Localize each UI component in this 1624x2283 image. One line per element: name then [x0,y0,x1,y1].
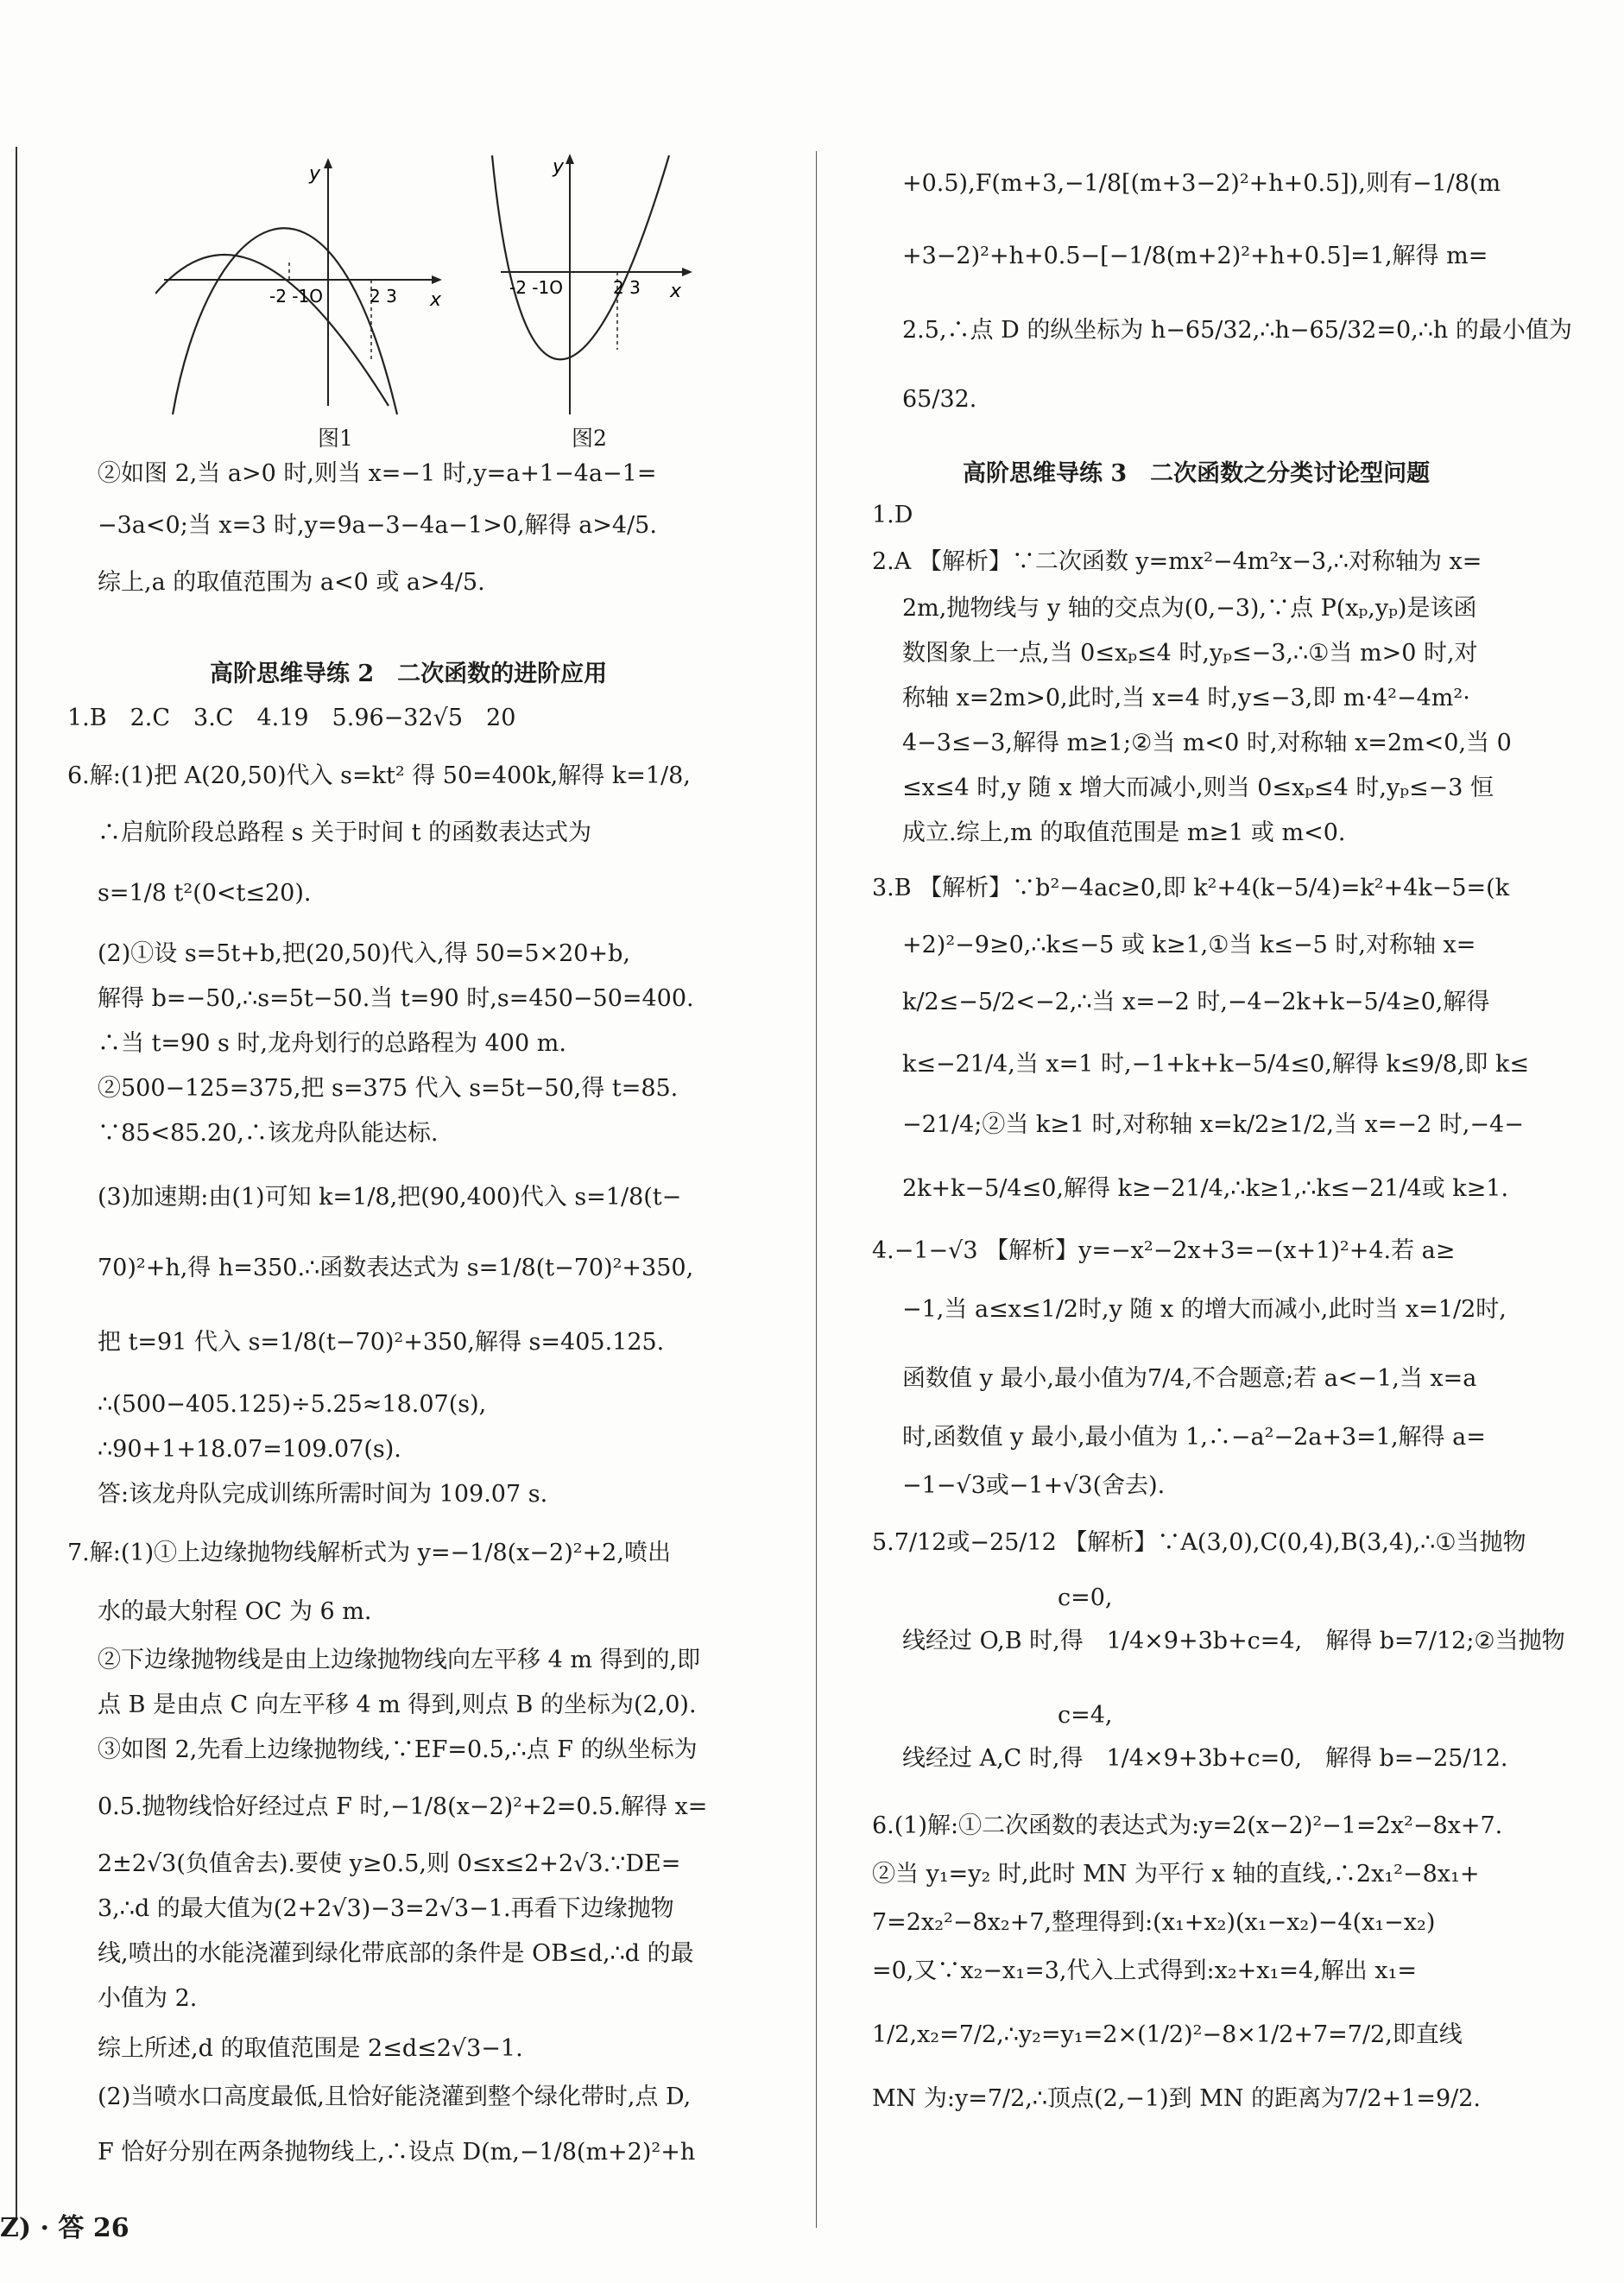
text-line: 1/2,x₂=7/2,∴y₂=y₁=2×(1/2)²−8×1/2+7=7/2,即直线 [872,2021,1463,2048]
text-line: 5.7/12或−25/12 【解析】∵A(3,0),C(0,4),B(3,4),∴①当抛物 [872,1529,1526,1556]
text-line: (2)①设 s=5t+b,把(20,50)代入,得 50=5×20+b, [98,940,630,967]
text-line: 把 t=91 代入 s=1/8(t−70)²+350,解得 s=405.125. [98,1329,665,1356]
text-line: 2.A 【解析】∵二次函数 y=mx²−4m²x−3,∴对称轴为 x= [872,548,1482,575]
text-line: 成立.综上,m 的取值范围是 m≥1 或 m<0. [902,819,1346,846]
text-line: 点 B 是由点 C 向左平移 4 m 得到,则点 B 的坐标为(2,0). [98,1692,697,1718]
text-line: 4−3≤−3,解得 m≥1;②当 m<0 时,对称轴 x=2m<0,当 0 [902,730,1512,756]
text-line: F 恰好分别在两条抛物线上,∴设点 D(m,−1/8(m+2)²+h [98,2139,696,2166]
text-line: 小值为 2. [98,1985,198,2012]
text-line: (2)当喷水口高度最低,且恰好能浇灌到整个绿化带时,点 D, [98,2084,692,2110]
page-footer: Z) · 答 26 [0,2213,130,2243]
fig2-y-label: y [553,156,565,178]
text-line: +2)²−9≥0,∴k≤−5 或 k≥1,①当 k≤−5 时,对称轴 x= [902,932,1476,958]
section-heading: 高阶思维导练 3 二次函数之分类讨论型问题 [963,460,1431,487]
text-line: 65/32. [902,386,977,413]
text-line: k≤−21/4,当 x=1 时,−1+k+k−5/4≤0,解得 k≤9/8,即 k≤ [902,1051,1529,1078]
text-line: 函数值 y 最小,最小值为7/4,不合题意;若 a<−1,当 x=a [902,1365,1477,1392]
text-line: ②500−125=375,把 s=375 代入 s=5t−50,得 t=85. [98,1075,679,1102]
section-heading: 高阶思维导练 2 二次函数的进阶应用 [210,661,608,687]
text-line: −1−√3或−1+√3(舍去). [902,1472,1166,1499]
text-line: 线,喷出的水能浇灌到绿化带底部的条件是 OB≤d,∴d 的最 [98,1940,694,1967]
text-line: 线经过 A,C 时,得 1/4×9+3b+c=0, 解得 b=−25/12. [902,1745,1508,1772]
text-line: 2±2√3(负值舍去).要使 y≥0.5,则 0≤x≤2+2√3.∵DE= [98,1850,681,1877]
system-eq-line: c=0, [1058,1584,1113,1611]
answer-line: 1.B 2.C 3.C 4.19 5.96−32√5 20 [67,705,516,731]
text-line: 3,∴d 的最大值为(2+2√3)−3=2√3−1.再看下边缘抛物 [98,1895,674,1922]
text-line: (3)加速期:由(1)可知 k=1/8,把(90,400)代入 s=1/8(t− [98,1184,682,1211]
text-line: 6.(1)解:①二次函数的表达式为:y=2(x−2)²−1=2x²−8x+7. [872,1812,1503,1839]
text-line: 6.解:(1)把 A(20,50)代入 s=kt² 得 50=400k,解得 k=1/8, [67,762,691,789]
text-line: ≤x≤4 时,y 随 x 增大而减小,则当 0≤xₚ≤4 时,yₚ≤−3 恒 [902,775,1494,801]
text-line: MN 为:y=7/2,∴顶点(2,−1)到 MN 的距离为7/2+1=9/2. [872,2085,1482,2112]
text-line: 2.5,∴点 D 的纵坐标为 h−65/32,∴h−65/32=0,∴h 的最小值为 [902,317,1572,344]
text-line: ∴90+1+18.07=109.07(s). [98,1436,401,1463]
figure-1-caption: 图1 [318,426,353,451]
text-line: 答:该龙舟队完成训练所需时间为 109.07 s. [98,1481,548,1508]
figure-2 [483,147,708,432]
fig2-x-label: x [670,281,682,302]
text-line: +3−2)²+h+0.5−[−1/8(m+2)²+h+0.5]=1,解得 m= [902,243,1488,269]
system-eq-line: c=4, [1058,1702,1113,1729]
text-line: ②下边缘抛物线是由上边缘抛物线向左平移 4 m 得到的,即 [98,1647,701,1673]
text-line: 线经过 O,B 时,得 1/4×9+3b+c=4, 解得 b=7/12;②当抛物 [902,1628,1565,1654]
text-line: ∴当 t=90 s 时,龙舟划行的总路程为 400 m. [98,1030,566,1057]
text-line: 综上所述,d 的取值范围是 2≤d≤2√3−1. [98,2035,523,2062]
fig2-ticks-left: -2 -1O [509,277,563,298]
text-line: −1,当 a≤x≤1/2时,y 随 x 的增大而减小,此时当 x=1/2时, [902,1296,1507,1323]
text-line: 7=2x₂²−8x₂+7,整理得到:(x₁+x₂)(x₁−x₂)−4(x₁−x₂) [872,1909,1436,1936]
text-line: +0.5),F(m+3,−1/8[(m+3−2)²+h+0.5]),则有−1/8(m [902,170,1501,197]
text-line: ②当 y₁=y₂ 时,此时 MN 为平行 x 轴的直线,∴2x₁²−8x₁+ [872,1861,1480,1888]
text-line: −3a<0;当 x=3 时,y=9a−3−4a−1>0,解得 a>4/5. [98,512,657,539]
answer-line: 1.D [872,502,913,528]
text-line: ∴(500−405.125)÷5.25≈18.07(s), [98,1391,487,1418]
text-line: ∵85<85.20,∴该龙舟队能达标. [98,1120,439,1147]
text-line: 70)²+h,得 h=350.∴函数表达式为 s=1/8(t−70)²+350, [98,1255,694,1281]
text-line: 4.−1−√3 【解析】y=−x²−2x+3=−(x+1)²+4.若 a≥ [872,1237,1456,1264]
text-line: 称轴 x=2m>0,此时,当 x=4 时,y≤−3,即 m·4²−4m²· [902,685,1470,711]
text-line: =0,又∵x₂−x₁=3,代入上式得到:x₂+x₁=4,解出 x₁= [872,1957,1417,1984]
text-line: −21/4;②当 k≥1 时,对称轴 x=k/2≥1/2,当 x=−2 时,−4− [902,1111,1524,1138]
fig1-ticks-left: -2 -1O [269,286,323,307]
text-line: ∴启航阶段总路程 s 关于时间 t 的函数表达式为 [98,819,592,846]
text-line: 7.解:(1)①上边缘抛物线解析式为 y=−1/8(x−2)²+2,喷出 [67,1540,671,1566]
fig1-x-label: x [430,289,442,311]
text-line: 2m,抛物线与 y 轴的交点为(0,−3),∵点 P(xₚ,yₚ)是该函 [902,595,1477,622]
fig1-ticks-right: 2 3 [370,286,397,307]
figure-1 [155,147,449,432]
page-edge-line [16,147,17,2219]
text-line: s=1/8 t²(0<t≤20). [98,880,312,907]
text-line: k/2≤−5/2<−2,∴当 x=−2 时,−4−2k+k−5/4≥0,解得 [902,989,1490,1015]
fig1-y-label: y [309,163,321,185]
fig2-ticks-right: 2 3 [613,277,641,298]
text-line: 时,函数值 y 最小,最小值为 1,∴−a²−2a+3=1,解得 a= [902,1424,1486,1451]
text-line: 水的最大射程 OC 为 6 m. [98,1598,372,1625]
text-line: 3.B 【解析】∵b²−4ac≥0,即 k²+4(k−5/4)=k²+4k−5=(k [872,875,1510,901]
column-divider [816,151,817,2228]
text-line: 解得 b=−50,∴s=5t−50.当 t=90 时,s=450−50=400. [98,985,694,1012]
text-line: ②如图 2,当 a>0 时,则当 x=−1 时,y=a+1−4a−1= [98,460,657,487]
text-line: 0.5.抛物线恰好经过点 F 时,−1/8(x−2)²+2=0.5.解得 x= [98,1793,708,1820]
text-line: 2k+k−5/4≤0,解得 k≥−21/4,∴k≥1,∴k≤−21/4或 k≥1. [902,1175,1509,1202]
figure-2-caption: 图2 [572,426,607,451]
text-line: ③如图 2,先看上边缘抛物线,∵EF=0.5,∴点 F 的纵坐标为 [98,1736,698,1763]
text-line: 综上,a 的取值范围为 a<0 或 a>4/5. [98,569,485,596]
text-line: 数图象上一点,当 0≤xₚ≤4 时,yₚ≤−3,∴①当 m>0 时,对 [902,640,1478,667]
